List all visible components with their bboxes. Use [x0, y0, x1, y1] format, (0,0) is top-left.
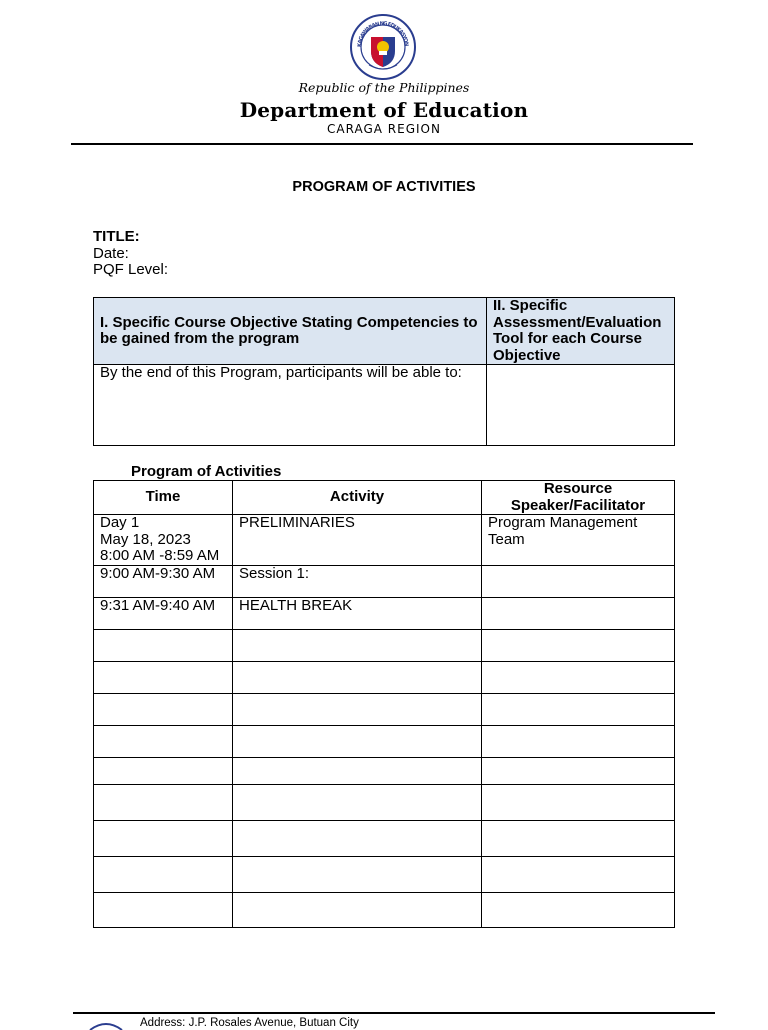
- cell-resource-speaker: [482, 893, 675, 928]
- cell-resource-speaker: [482, 785, 675, 821]
- cell-resource-speaker: [482, 662, 675, 694]
- cell-time: [94, 857, 233, 893]
- header-time: Time: [94, 481, 233, 515]
- cell-activity: [233, 694, 482, 726]
- table-row: [94, 694, 675, 726]
- program-label: Program of Activities: [131, 463, 282, 480]
- cell-activity: HEALTH BREAK: [233, 598, 482, 630]
- department-heading: Department of Education: [239, 98, 529, 122]
- cell-activity: [233, 758, 482, 785]
- objectives-body-col2: [487, 365, 675, 446]
- table-row: [94, 857, 675, 893]
- table-row: [94, 630, 675, 662]
- date-label: Date:: [93, 244, 129, 262]
- cell-time: [94, 630, 233, 662]
- cell-resource-speaker: [482, 598, 675, 630]
- table-row: [94, 598, 675, 630]
- cell-resource-speaker: [482, 630, 675, 662]
- cell-activity: [233, 893, 482, 928]
- footer-divider: [73, 1012, 715, 1014]
- table-row: [94, 821, 675, 857]
- objectives-table: [93, 297, 675, 446]
- program-table: [93, 480, 675, 928]
- cell-activity: [233, 630, 482, 662]
- cell-resource-speaker: [482, 758, 675, 785]
- cell-time: [94, 821, 233, 857]
- deped-seal-icon: [349, 13, 417, 81]
- header-resource-speaker: Resource Speaker/Facilitator: [482, 481, 675, 515]
- cell-time: [94, 726, 233, 758]
- cell-time: Day 1 May 18, 2023 8:00 AM -8:59 AM: [94, 515, 233, 566]
- cell-time: 9:31 AM-9:40 AM: [94, 598, 233, 630]
- table-row: [94, 785, 675, 821]
- cell-resource-speaker: [482, 726, 675, 758]
- cell-time: [94, 785, 233, 821]
- cell-time: [94, 893, 233, 928]
- cell-activity: Session 1:: [233, 566, 482, 598]
- cell-activity: [233, 857, 482, 893]
- cell-time: [94, 758, 233, 785]
- cell-resource-speaker: Program Management Team: [482, 515, 675, 566]
- svg-text:KAGAWARAN NG EDUKASYON: KAGAWARAN NG EDUKASYON: [356, 20, 410, 48]
- objectives-header-col1: I. Specific Course Objective Stating Competencies to be gained from the program: [94, 298, 487, 365]
- footer-logo-icon: [88, 1018, 124, 1030]
- title-label: TITLE:: [93, 228, 140, 245]
- meta-block: [93, 229, 168, 279]
- pqf-level-label: PQF Level:: [93, 261, 169, 278]
- table-row: [94, 758, 675, 785]
- cell-activity: [233, 785, 482, 821]
- cell-time: [94, 662, 233, 694]
- table-row: [94, 566, 675, 598]
- table-row: [94, 893, 675, 928]
- cell-resource-speaker: [482, 694, 675, 726]
- objectives-body-col1: By the end of this Program, participants will be able to:: [94, 365, 487, 446]
- cell-time: 9:00 AM-9:30 AM: [94, 566, 233, 598]
- cell-activity: [233, 662, 482, 694]
- objectives-header-col2: II. Specific Assessment/Evaluation Tool for each Course Objective: [487, 298, 675, 365]
- republic-heading: Republic of the Philippines: [298, 80, 470, 95]
- cell-time: [94, 694, 233, 726]
- cell-resource-speaker: [482, 821, 675, 857]
- table-row: [94, 726, 675, 758]
- cell-resource-speaker: [482, 566, 675, 598]
- document-title: PROGRAM OF ACTIVITIES: [292, 179, 476, 195]
- footer-address: Address: J.P. Rosales Avenue, Butuan City: [140, 1017, 359, 1029]
- cell-activity: PRELIMINARIES: [233, 515, 482, 566]
- cell-activity: [233, 726, 482, 758]
- table-row: [94, 515, 675, 566]
- header-activity: Activity: [233, 481, 482, 515]
- table-row: [94, 662, 675, 694]
- cell-activity: [233, 821, 482, 857]
- cell-resource-speaker: [482, 857, 675, 893]
- header-divider: [71, 143, 693, 145]
- region-heading: CARAGA REGION: [327, 122, 441, 136]
- program-table-header: [94, 481, 675, 515]
